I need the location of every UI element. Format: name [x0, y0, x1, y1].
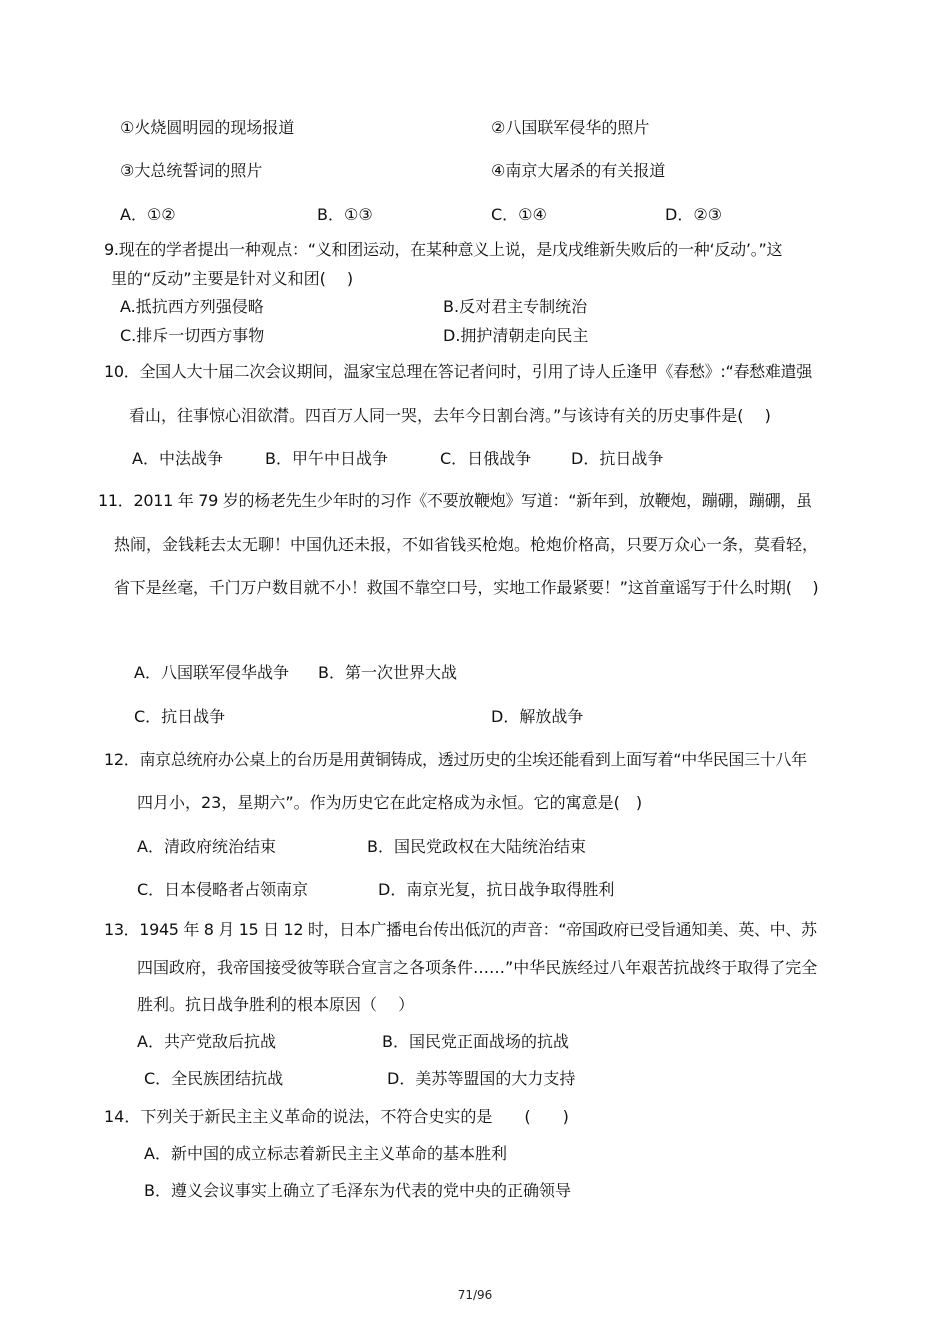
- q14-option-b: B．遵义会议事实上确立了毛泽东为代表的党中央的正确领导: [144, 1181, 571, 1200]
- q13-option-a: A．共产党敌后抗战: [137, 1032, 276, 1051]
- q11-option-d: D．解放战争: [491, 707, 584, 726]
- q9-option-d: D.拥护清朝走向民主: [443, 326, 589, 345]
- q13-option-b: B．国民党正面战场的抗战: [382, 1032, 569, 1051]
- q13-option-c: C．全民族团结抗战: [144, 1069, 284, 1088]
- q13-stem-line-2: 四国政府，我帝国接受彼等联合宣言之各项条件……”中华民族经过八年艰苦抗战终于取得了完全: [137, 958, 818, 977]
- q8-option-d: D．②③: [665, 205, 723, 224]
- q11-option-a: A．八国联军侵华战争: [134, 663, 289, 682]
- q8-option-a: A．①②: [120, 205, 176, 224]
- q8-option-c: C．①④: [491, 205, 547, 224]
- q10-option-b: B．甲午中日战争: [265, 449, 388, 468]
- q9-option-c: C.排斥一切西方事物: [120, 326, 265, 345]
- q9-stem-line-1: 9.现在的学者提出一种观点：“义和团运动，在某种意义上说，是戊戌维新失败后的一种‘反动’。”这: [104, 240, 783, 259]
- q10-option-c: C．日俄战争: [440, 449, 532, 468]
- q11-option-c: C．抗日战争: [134, 707, 226, 726]
- q11-option-b: B．第一次世界大战: [318, 663, 457, 682]
- q9-option-a: A.抵抗西方列强侵略: [120, 297, 264, 316]
- q13-stem-line-3: 胜利。抗日战争胜利的根本原因（ ）: [137, 995, 415, 1014]
- q9-stem-line-2: 里的“反动”主要是针对义和团( ): [111, 269, 354, 288]
- q13-stem-line-1: 13．1945 年 8 月 15 日 12 时，日本广播电台传出低沉的声音：“帝国政府已受旨通知美、英、中、苏: [104, 920, 817, 939]
- q12-stem-line-1: 12．南京总统府办公桌上的台历是用黄铜铸成，透过历史的尘埃还能看到上面写着“中华民国三十八年: [104, 750, 807, 769]
- q14-stem-line-1: 14．下列关于新民主主义革命的说法，不符合史实的是 ( ): [104, 1107, 569, 1126]
- q10-option-d: D．抗日战争: [571, 449, 664, 468]
- q9-option-b: B.反对君主专制统治: [443, 297, 588, 316]
- q11-stem-line-1: 11．2011 年 79 岁的杨老先生少年时的习作《不要放鞭炮》写道：“新年到，放鞭炮，蹦硼，蹦硼，虽: [98, 491, 812, 510]
- q11-stem-line-2: 热闹，金钱耗去太无聊！中国仇还未报，不如省钱买枪炮。枪炮价格高，只要万众心一条，莫看轻，: [114, 535, 819, 554]
- q13-option-d: D．美苏等盟国的大力支持: [387, 1069, 576, 1088]
- q8-item-3: ③大总统誓词的照片: [120, 161, 263, 180]
- q12-option-c: C．日本侵略者占领南京: [137, 880, 309, 899]
- q8-option-b: B．①③: [317, 205, 373, 224]
- q10-stem-line-1: 10．全国人大十届二次会议期间，温家宝总理在答记者问时，引用了诗人丘逢甲《春愁》:“春愁难遣强: [104, 362, 812, 381]
- q11-stem-line-3: 省下是丝毫，千门万户数目就不小！救国不靠空口号，实地工作最紧要！”这首童谣写于什么时期( ): [114, 578, 819, 597]
- q12-stem-line-2: 四月小，23，星期六”。作为历史它在此定格成为永恒。它的寓意是( ): [137, 793, 643, 812]
- q12-option-a: A．清政府统治结束: [137, 837, 276, 856]
- q12-option-d: D．南京光复，抗日战争取得胜利: [378, 880, 615, 899]
- page-number: 71/96: [457, 1288, 493, 1302]
- q10-option-a: A．中法战争: [132, 449, 223, 468]
- q8-item-1: ①火烧圆明园的现场报道: [120, 118, 295, 137]
- q8-item-4: ④南京大屠杀的有关报道: [491, 161, 666, 180]
- q10-stem-line-2: 看山，往事惊心泪欲潸。四百万人同一哭，去年今日割台湾。”与该诗有关的历史事件是( ): [129, 406, 771, 425]
- q12-option-b: B．国民党政权在大陆统治结束: [367, 837, 586, 856]
- q14-option-a: A．新中国的成立标志着新民主主义革命的基本胜利: [144, 1144, 507, 1163]
- q8-item-2: ②八国联军侵华的照片: [491, 118, 650, 137]
